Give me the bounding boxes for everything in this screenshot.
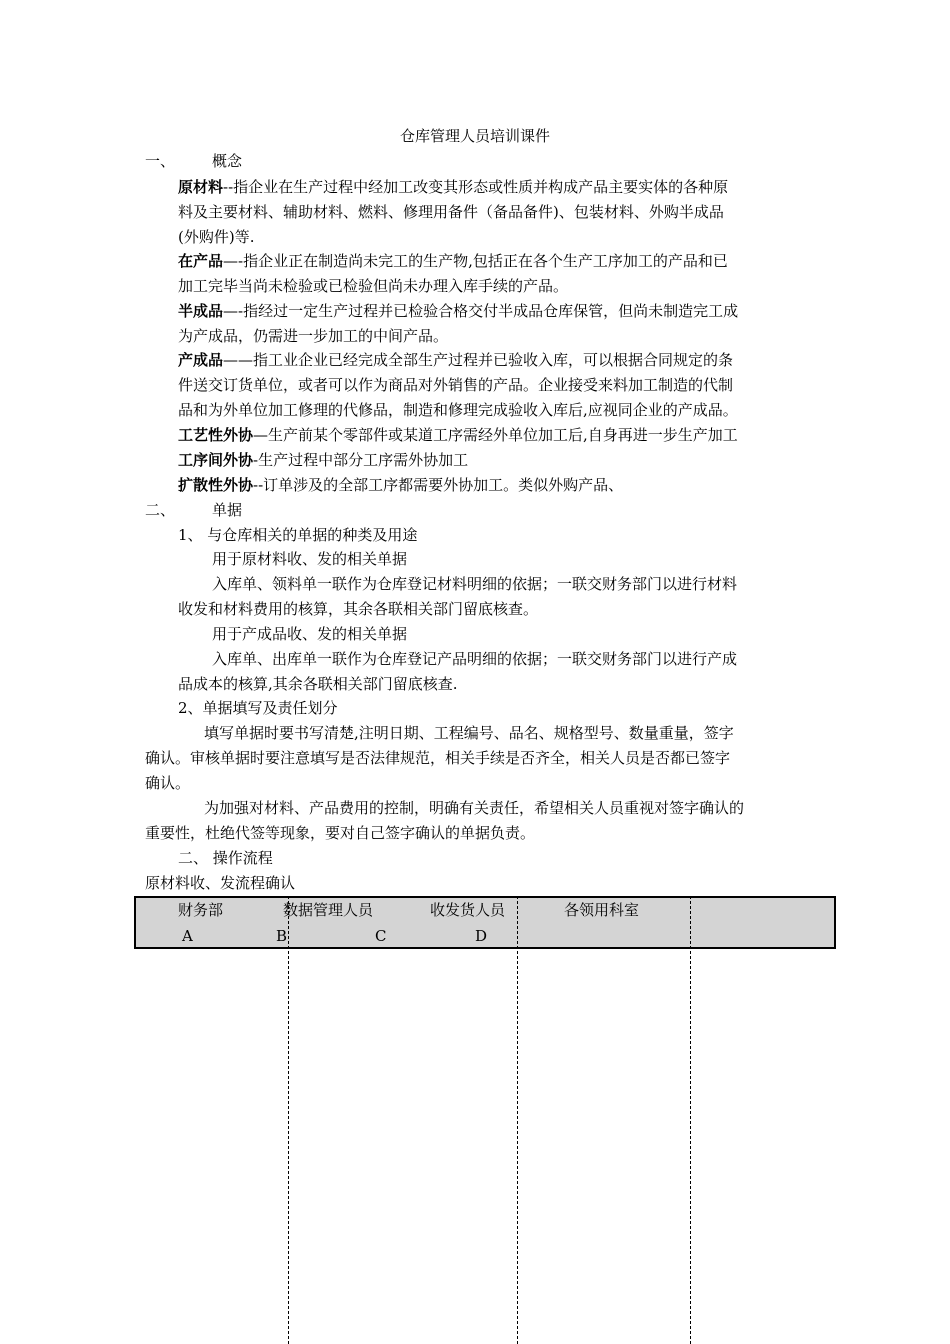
- lane-name-finance: 财务部: [178, 901, 224, 919]
- def-diffuse-line: [178, 475, 623, 495]
- forms-control-line-2: 重要性，杜绝代签等现象，要对自己签字确认的单据负责。: [145, 824, 536, 842]
- lane-code-c: C: [375, 927, 387, 945]
- def-finished-line-1: [178, 350, 733, 370]
- def-raw-term: 原材料: [178, 178, 224, 196]
- lane-name-data-manager: 数据管理人员: [283, 901, 374, 919]
- document-title: 仓库管理人员培训课件: [399, 127, 550, 145]
- section-3-heading: 二、 操作流程: [178, 849, 273, 867]
- lane-divider-2: [517, 896, 518, 1344]
- forms-prod-heading: 用于产成品收、发的相关单据: [212, 625, 408, 643]
- def-semi-text-1: —-指经过一定生产过程并已检验合格交付半成品仓库保管，但尚未制造完工成: [223, 302, 739, 320]
- def-craft-line: [178, 425, 738, 445]
- def-finished-term: 产成品: [178, 351, 224, 369]
- forms-point-1-title: 1、 与仓库相关的单据的种类及用途: [178, 526, 418, 544]
- def-raw-text-1: --指企业在生产过程中经加工改变其形态或性质并构成产品主要实体的各种原: [223, 178, 729, 196]
- forms-raw-line-2: 收发和材料费用的核算，其余各联相关部门留底核查。: [178, 600, 539, 618]
- def-semi-line-2: 为产成品，仍需进一步加工的中间产品。: [178, 327, 449, 345]
- def-process-text: -生产过程中部分工序需外协加工: [253, 451, 469, 469]
- lane-code-a: A: [182, 927, 193, 945]
- forms-fill-line-1: 填写单据时要书写清楚,注明日期、工程编号、品名、规格型号、数量重量，签字: [204, 724, 734, 742]
- def-finished-line-3: 品和为外单位加工修理的代修品，制造和修理完成验收入库后,应视同企业的产成品。: [178, 401, 738, 419]
- lane-code-d: D: [475, 927, 488, 945]
- forms-raw-heading: 用于原材料收、发的相关单据: [212, 550, 408, 568]
- lane-divider-3: [690, 896, 691, 1344]
- def-craft-text: —生产前某个零部件或某道工序需经外单位加工后,自身再进一步生产加工: [253, 426, 738, 444]
- def-diffuse-text: --订单涉及的全部工序都需要外协加工。类似外购产品、: [253, 476, 624, 494]
- def-finished-line-2: 件送交订货单位，或者可以作为商品对外销售的产品。企业接受来料加工制造的代制: [178, 376, 734, 394]
- def-process-term: 工序间外协: [178, 451, 254, 469]
- def-process-line: [178, 450, 468, 470]
- lane-code-b: B: [276, 927, 288, 945]
- def-raw-line-1: [178, 177, 728, 197]
- forms-prod-line-2: 品成本的核算,其余各联相关部门留底核查.: [178, 675, 458, 693]
- flow-subheading: 原材料收、发流程确认: [145, 874, 296, 892]
- lane-divider-1: [288, 896, 289, 1344]
- section-2-heading: 单据: [212, 501, 243, 519]
- forms-prod-line-1: 入库单、出库单一联作为仓库登记产品明细的依据；一联交财务部门以进行产成: [212, 650, 738, 668]
- def-semi-term: 半成品: [178, 302, 224, 320]
- def-wip-text-1: —-指企业正在制造尚未完工的生产物,包括正在各个生产工序加工的产品和已: [223, 252, 728, 270]
- forms-raw-line-1: 入库单、领料单一联作为仓库登记材料明细的依据；一联交财务部门以进行材料: [212, 575, 738, 593]
- def-semi-line-1: [178, 301, 738, 321]
- def-finished-text-1: ——指工业企业已经完成全部生产过程并已验收入库，可以根据合同规定的条: [223, 351, 734, 369]
- def-craft-term: 工艺性外协: [178, 426, 254, 444]
- def-wip-term: 在产品: [178, 252, 224, 270]
- def-diffuse-term: 扩散性外协: [178, 476, 254, 494]
- forms-fill-line-2: 确认。审核单据时要注意填写是否法律规范，相关手续是否齐全，相关人员是否都已签字: [145, 749, 731, 767]
- lane-name-receiving: 收发货人员: [430, 901, 506, 919]
- def-raw-line-2: 料及主要材料、辅助材料、燃料、修理用备件（备品备件)、包装材料、外购半成品: [178, 203, 724, 221]
- def-raw-line-3: (外购件)等.: [178, 228, 255, 246]
- def-wip-line-2: 加工完毕当尚未检验或已检验但尚未办理入库手续的产品。: [178, 277, 569, 295]
- forms-control-line-1: 为加强对材料、产品费用的控制，明确有关责任，希望相关人员重视对签字确认的: [204, 799, 745, 817]
- section-1-heading: 概念: [212, 152, 243, 170]
- forms-fill-line-3: 确认。: [145, 774, 191, 792]
- section-1-number: 一、: [145, 152, 176, 170]
- forms-point-2-title: 2、单据填写及责任划分: [178, 699, 338, 717]
- lane-name-departments: 各领用科室: [564, 901, 640, 919]
- def-wip-line-1: [178, 251, 728, 271]
- section-2-number: 二、: [145, 501, 176, 519]
